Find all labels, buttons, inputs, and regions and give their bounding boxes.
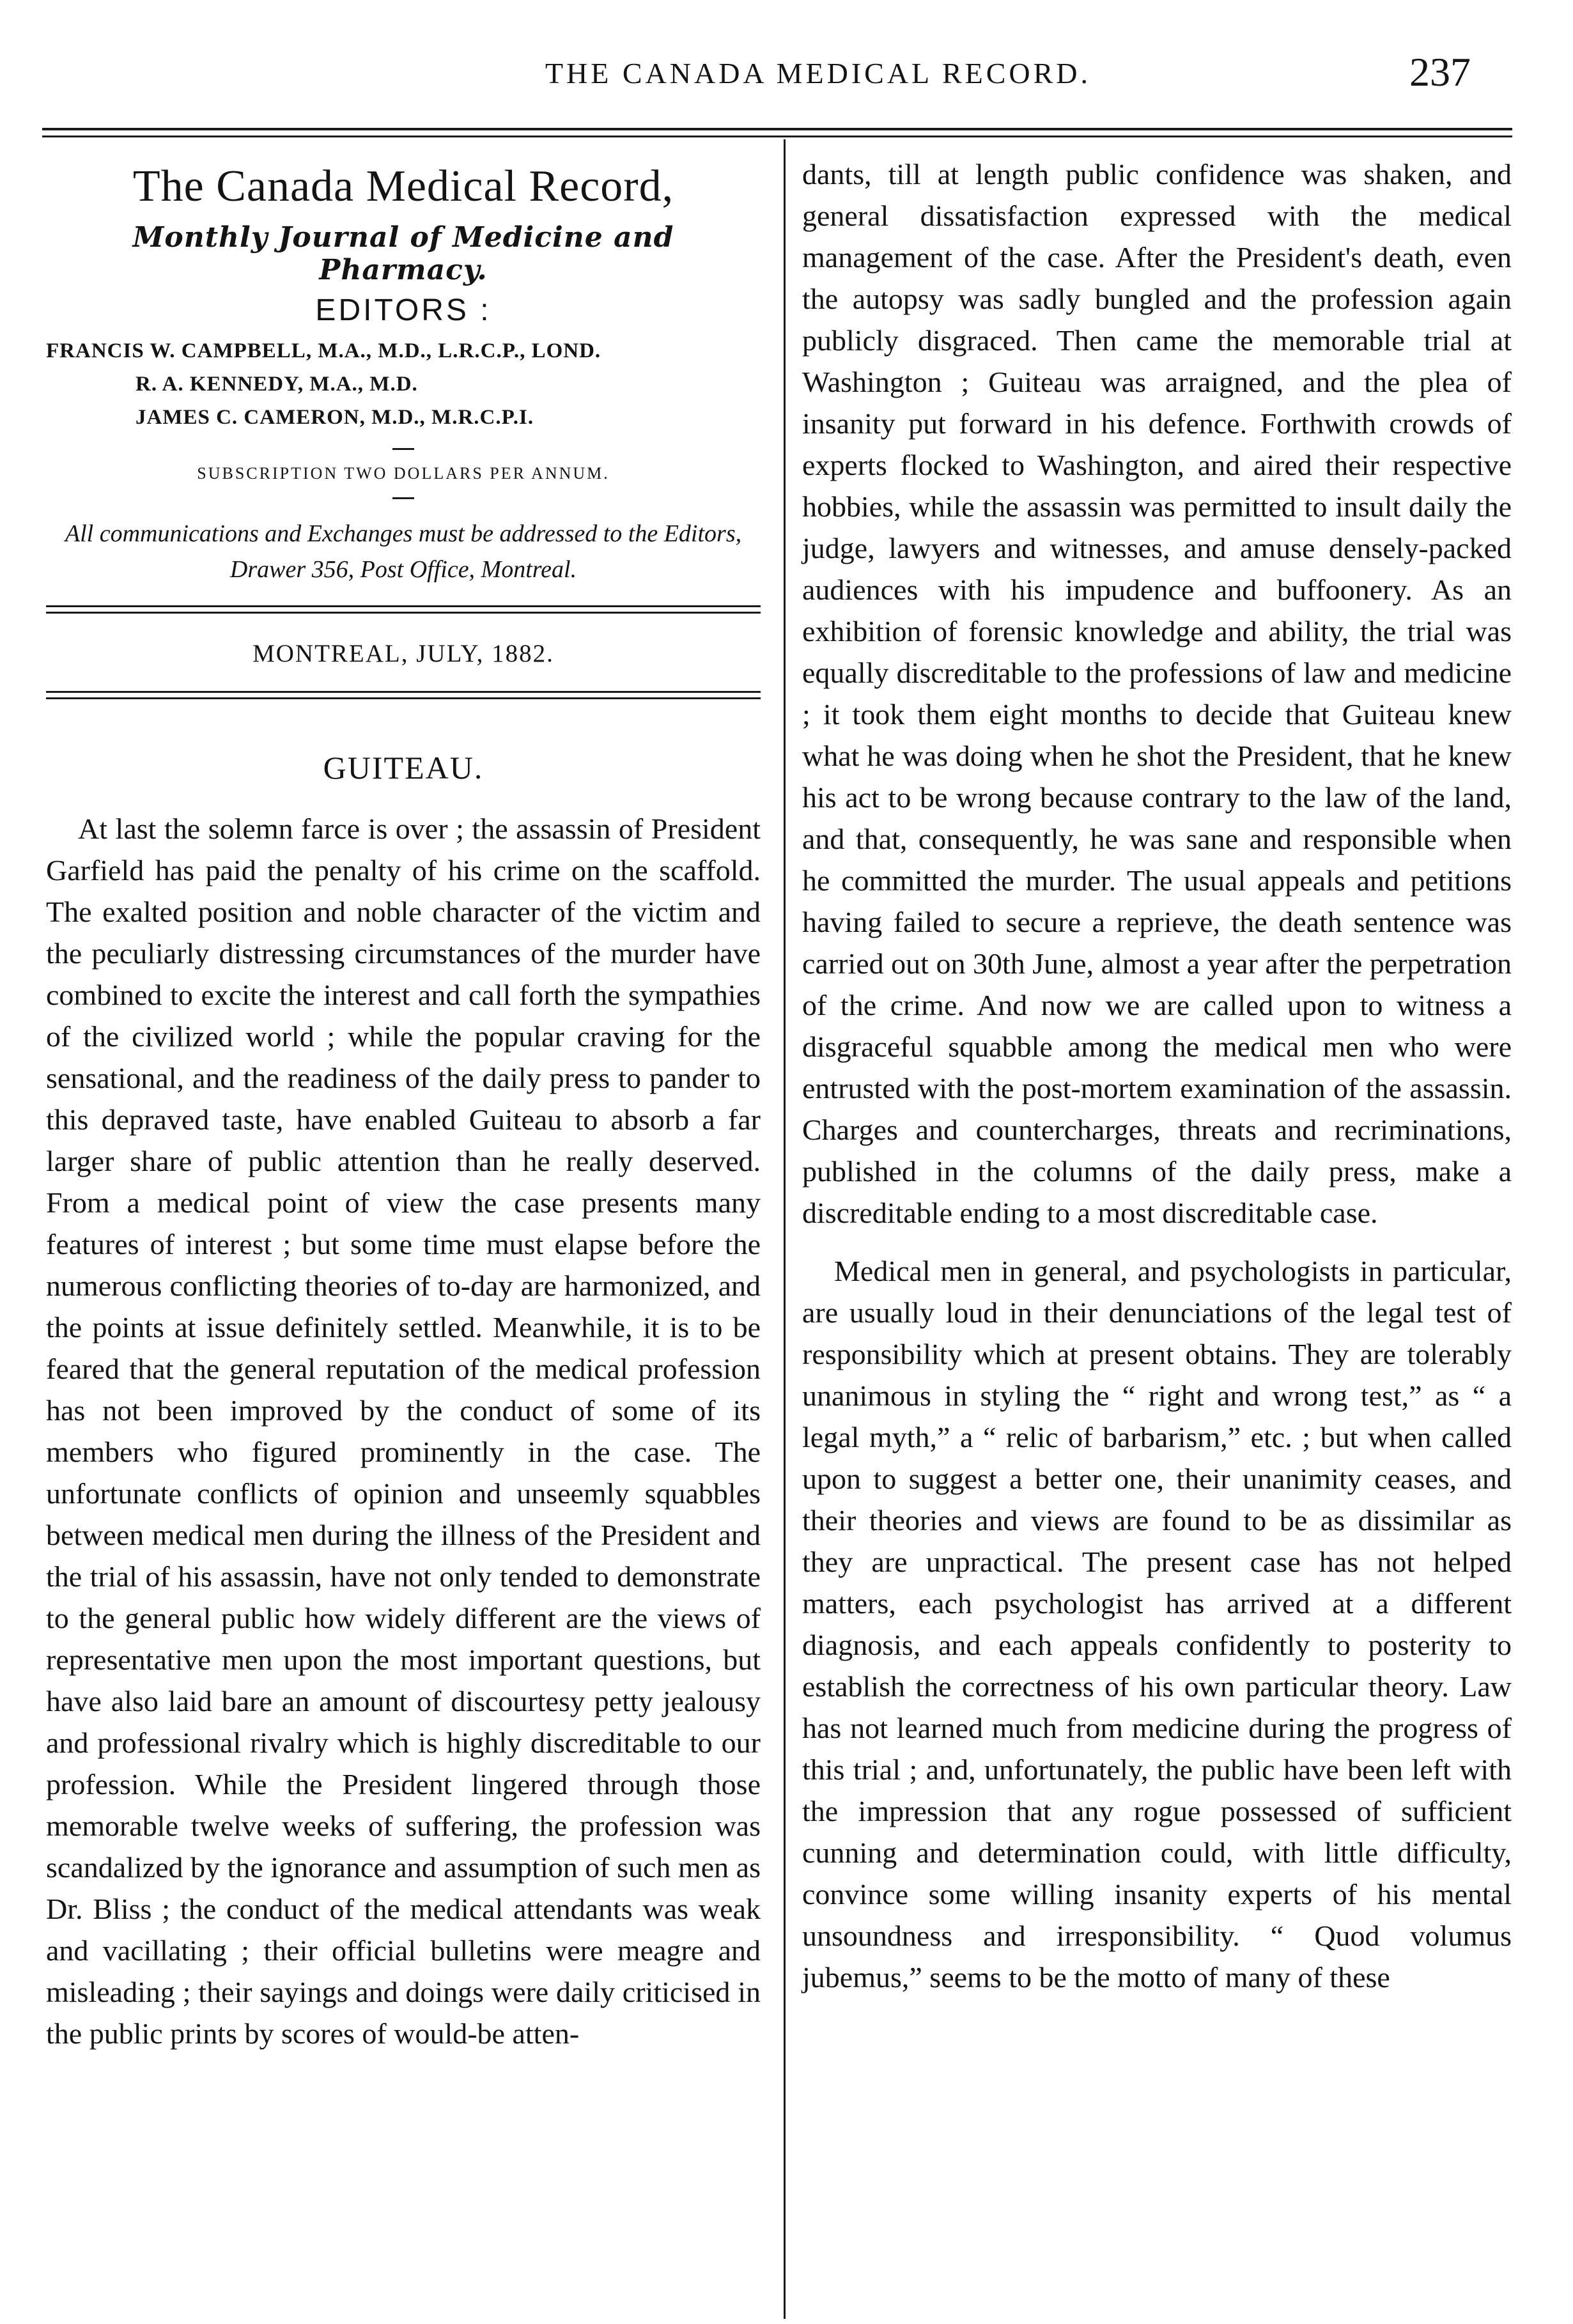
left-column — [46, 153, 761, 2054]
masthead-title: The Canada Medical Record, — [132, 162, 674, 211]
article-paragraph: At last the solemn farce is over ; the assassin of President Garfield has paid the penalty of his crime on the scaffold. The exalted position and noble character of the victim and the peculiarly distressing circumstances of the murder have combined to excite the interest and call forth the sympathies of the civilized world ; while the popular craving for the sensational, and the readiness of the daily press to pander to this depraved taste, have enabled Guiteau to absorb a far larger share of public attention than he really deserved. From a medical point of view the case presents many features of interest ; but some time must elapse before the numerous conflicting theories of to-day are harmonized, and the points at issue definitely settled. Meanwhile, it is to be feared that the general reputation of the medical profession has not been improved by the conduct of some of its members who figured prominently in the case. The unfortunate conflicts of opinion and unseemly squabbles between medical men during the illness of the President and the trial of his assassin, have not only tended to demonstrate to the general public how widely different are the views of representative men upon the most important questions, but have also laid bare an amount of discourtesy petty jealousy and professional rivalry which is highly discreditable to our profession. While the President lingered through those memorable twelve weeks of suffering, the profession was scandalized by the ignorance and assumption of such men as Dr. Bliss ; the conduct of the medical attendants was weak and vacillating ; their official bulletins were meagre and misleading ; their sayings and doings were daily criticised in the public prints by scores of would-be atten- — [46, 812, 761, 2050]
column-divider — [784, 139, 786, 2319]
article-paragraph: Medical men in general, and psychologists in particular, are usually loud in their denunciations of the legal test of responsibility which at present obtains. They are tolerably unanimous in styling the “ right and wrong test,” as “ a legal myth,” a “ relic of barbarism,” etc. ; but when called upon to suggest a better one, their unanimity ceases, and their theories and views are found to be as dissimilar as they are unpractical. The present case has not helped matters, each psychologist has arrived at a different diagnosis, and each appeals confidently to posterity to establish the correctness of his own particular theory. Law has not learned much from medicine during the progress of this trial ; and, unfortunately, the public have been left with the impression that any rogue possessed of sufficient cunning and determination could, with little difficulty, convince some willing insanity experts of his mental unsoundness and irresponsibility. “ Quod volumus jubemus,” seems to be the motto of many of these — [802, 1255, 1512, 1994]
dateline: MONTREAL, JULY, 1882. — [252, 640, 554, 667]
short-divider — [392, 448, 414, 450]
running-header: THE CANADA MEDICAL RECORD. — [545, 57, 1092, 89]
subscription-notice: SUBSCRIPTION TWO DOLLARS PER ANNUM. — [197, 464, 610, 483]
article-paragraph: dants, till at length public confidence was shaken, and general dissatisfaction expressed with the medical management of the case. After the President's death, even the autopsy was sadly bungled and the profession again publicly disgraced. Then came the memorable trial at Washington ; Guiteau was arraigned, and the plea of insanity put forward in his defence. Forthwith crowds of experts flocked to Washington, and aired their respective hobbies, while the assassin was permitted to insult daily the judge, lawyers and witnesses, and amuse densely-packed audiences with his impudence and buffoonery. As an exhibition of forensic knowledge and ability, the trial was equally discreditable to the professions of law and medicine ; it took them eight months to decide that Guiteau knew what he was doing when he shot the President, that he knew his act to be wrong because contrary to the law of the land, and that, consequently, he was sane and responsible when he committed the murder. The usual appeals and petitions having failed to secure a reprieve, the death sentence was carried out on 30th June, almost a year after the perpetration of the crime. And now we are called upon to witness a disgraceful squabble among the medical men who were entrusted with the post-mortem examination of the assassin. Charges and countercharges, threats and recriminations, published in the columns of the daily press, make a discreditable ending to a most discreditable case. — [802, 158, 1512, 1229]
editor-name: JAMES C. CAMERON, M.D., M.R.C.P.I. — [136, 406, 534, 429]
editor-name: R. A. KENNEDY, M.A., M.D. — [136, 373, 418, 396]
editor-name: FRANCIS W. CAMPBELL, M.A., M.D., L.R.C.P., LOND. — [46, 339, 601, 362]
page-number: 237 — [1409, 49, 1471, 95]
short-divider — [392, 497, 414, 499]
right-column — [802, 153, 1512, 1998]
editorial-address-notice: All communications and Exchanges must be addressed to the Editors, Drawer 356, Post Office, Montreal. — [65, 520, 742, 583]
article-title: GUITEAU. — [323, 750, 484, 786]
double-rule — [46, 605, 761, 614]
masthead-subtitle: Monthly Journal of Medicine and Pharmacy. — [132, 221, 674, 286]
editors-heading: EDITORS : — [315, 293, 492, 327]
header-rule-bottom — [42, 136, 1512, 137]
double-rule — [46, 691, 761, 699]
header-rule-top — [42, 128, 1512, 130]
